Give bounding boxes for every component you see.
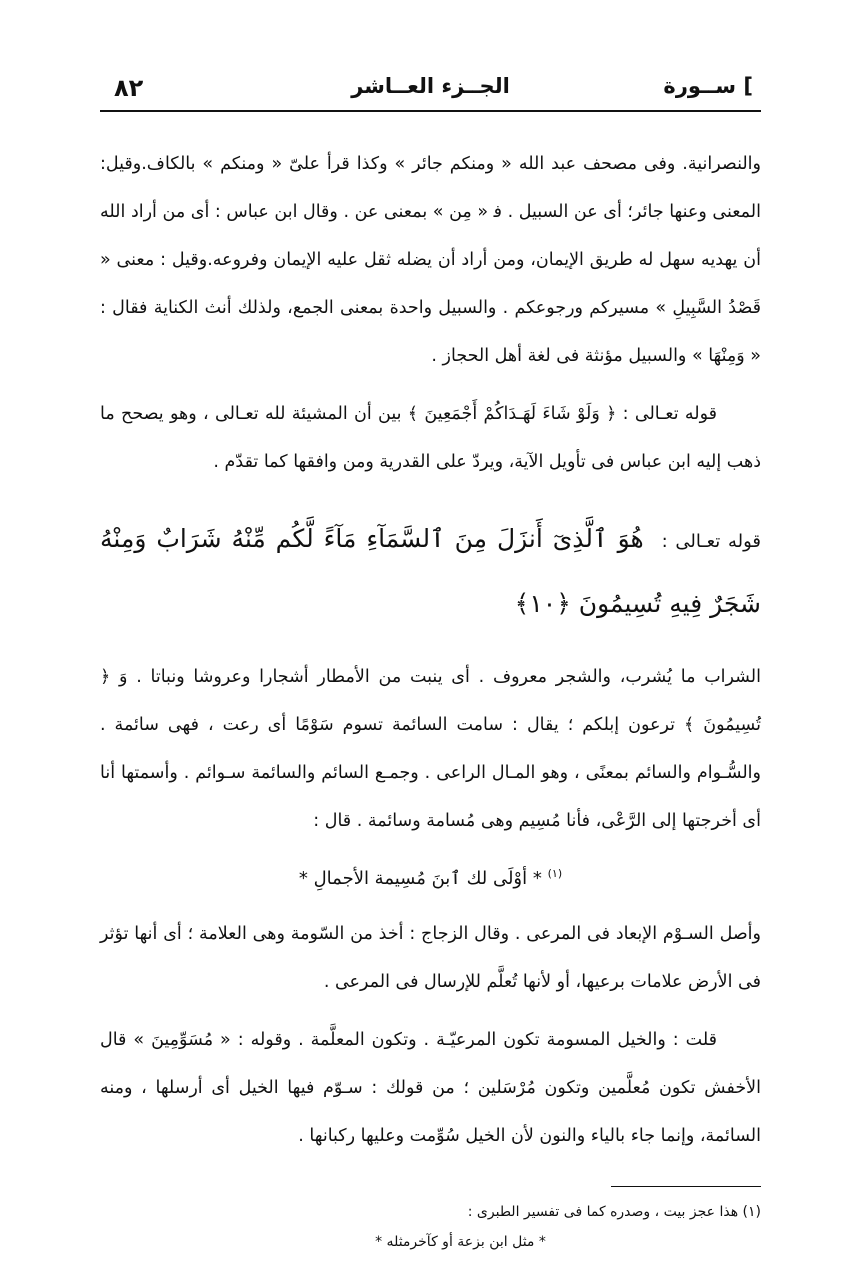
paragraph: الشراب ما يُشرب، والشجر معروف . أى ينبت من الأمطار أشجارا وعروشا ونباتا . وَ ﴿ تُسِيمُونَ ﴾ ترعون إبلكم ؛ يقال : سامت السائمة تسوم سَوْمًا أى رعت ، فهى سائمة . والسُّـوام والسائم بمعنًى ، وهو المـال الراعى . وجمـع السائم والسائمة سـوائم . وأسمتها أنا أى أخرجتها إلى الرَّعْى، فأنا مُسِيم وهى مُسامة وسائمة . قال : — [100, 667, 761, 831]
footnote-verse: * مثل ابن بزعة أو كآخرمثله * — [375, 1234, 546, 1250]
part-title: الجــزء العــاشر — [351, 74, 510, 98]
paragraph: والنصرانية. وفى مصحف عبد الله « ومنكم جائر » وكذا قرأ علىّ « ومنكم » بالكاف.وقيل: المعنى وعنها جائر؛ أى عن السبيل . ﻓ « مِن » بمعنى عن . وقال ابن عباس : أى من أراد الله أن يهديه سهل له طريق الإيمان، ومن أراد أن يضله ثقل عليه الإيمان وفروعه.وقيل : معنى « قَصْدُ السَّبِيلِ » مسيركم ورجوعكم . والسبيل واحدة بمعنى الجمع، ولذلك أنث الكناية فقال : « وَمِنْهَا » والسبيل مؤنثة فى لغة أهل الحجاز . — [100, 154, 761, 366]
running-header — [100, 68, 761, 112]
footnote-marker: (١) — [547, 867, 563, 880]
verse-lead: قوله تعـالى : — [661, 531, 761, 552]
header-rule — [100, 110, 761, 112]
quran-verse — [100, 508, 761, 635]
footnote-rule — [611, 1186, 761, 1187]
surah-label: ] ســورة — [663, 74, 753, 98]
verse-text: هُوَ ٱلَّذِىٓ أَنزَلَ مِنَ ٱلسَّمَآءِ مَآءً لَّكُم مِّنْهُ شَرَابٌ وَمِنْهُ شَجَرٌ فِيهِ تُسِيمُونَ ﴿١٠﴾ — [100, 524, 761, 618]
footnote: (١) هذا عجز بيت ، وصدره كما فى تفسير الطبرى : — [467, 1204, 761, 1220]
poem-text: * أوْلَى لك ٱبنَ مُسِيمة الأجمالِ * — [298, 868, 542, 889]
paragraph: قوله تعـالى : ﴿ وَلَوْ شَاءَ لَهَـدَاكُمْ أَجْمَعِينَ ﴾ بين أن المشيئة لله تعـالى ، وهو يصحح ما ذهب إليه ابن عباس فى تأويل الآية، ويردّ على القدرية ومن وافقها كما تقدّم . — [100, 404, 761, 472]
paragraph: قلت : والخيل المسومة تكون المرعيّـة . وتكون المعلَّمة . وقوله : « مُسَوِّمِينَ » قال الأخفش تكون مُعلَّمين وتكون مُرْسَلين ؛ من قولك : سـوّم فيها الخيل أى أرسلها ، ومنه السائمة، وإنما جاء بالياء والنون لأن الخيل سُوِّمت وعليها ركبانها . — [100, 1030, 761, 1146]
paragraph: وأصل السـوْم الإبعاد فى المرعى . وقال الزجاج : أخذ من السّومة وهى العلامة ؛ أى أنها تؤثر فى الأرض علامات برعيها، أو لأنها تُعلَّم للإرسال فى المرعى . — [100, 924, 761, 992]
page-body — [100, 140, 761, 1257]
poem-line — [100, 849, 761, 904]
page-number: ٨٢ — [114, 74, 144, 102]
